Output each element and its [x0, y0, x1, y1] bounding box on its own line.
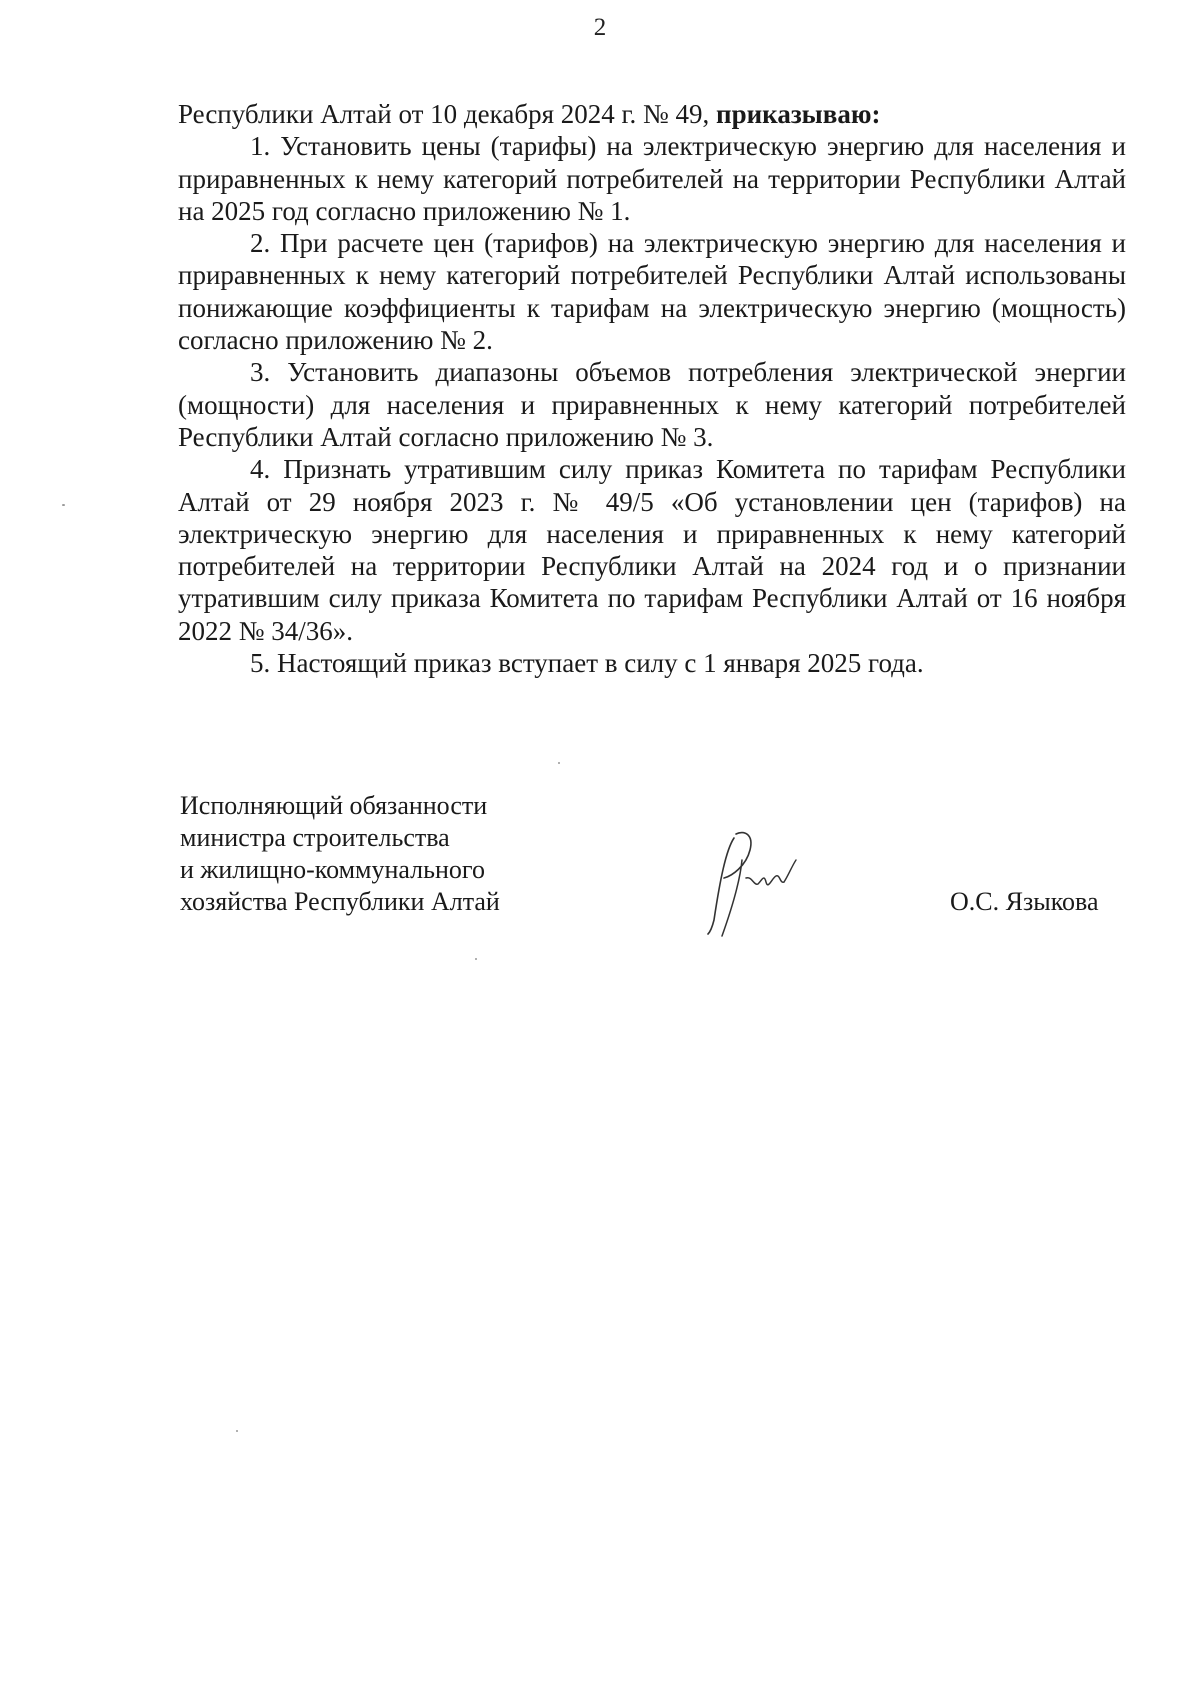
intro-paragraph [178, 98, 1126, 130]
scan-speck [475, 958, 477, 960]
order-body [178, 98, 1126, 679]
position-line-3: и жилищно-коммунального [180, 855, 485, 884]
page-number: 2 [593, 14, 607, 41]
order-item-2: 2. При расчете цен (тарифов) на электрическую энергию для населения и приравненных к нему категорий потребителей Республики Алтай использованы понижающие коэффициенты к тарифам на электрическую энергию (мощность) согласно приложению № 2. [178, 228, 1126, 356]
position-line-4: хозяйства Республики Алтай [180, 887, 500, 916]
scan-speck [558, 762, 560, 764]
order-verb: приказываю: [716, 99, 881, 129]
scan-speck [62, 504, 65, 506]
order-item-5: 5. Настоящий приказ вступает в силу с 1 января 2025 года. [250, 648, 924, 679]
order-item-4: 4. Признать утратившим силу приказ Комитета по тарифам Республики Алтай от 29 ноября 2023 г. № 49/5 «Об установлении цен (тарифов) на электрическую энергию для населения и приравненных к нему категорий потребителей на территории Республики Алтай на 2024 год и о признании утратившим силу приказа Комитета по тарифам Республики Алтай от 16 ноября 2022 № 34/36». [178, 454, 1126, 646]
intro-text: Республики Алтай от 10 декабря 2024 г. № 49, [178, 99, 717, 129]
signer-name: О.С. Языкова [950, 887, 1099, 916]
position-line-2: министра строительства [180, 823, 450, 852]
order-item-3: 3. Установить диапазоны объемов потребления электрической энергии (мощности) для населения и приравненных к нему категорий потребителей Республики Алтай согласно приложению № 3. [178, 357, 1126, 452]
signatory-position [180, 790, 600, 918]
scan-speck [236, 1430, 238, 1432]
order-item-1: 1. Установить цены (тарифы) на электрическую энергию для населения и приравненных к нему категорий потребителей на территории Республики Алтай на 2025 год согласно приложению № 1. [178, 131, 1126, 226]
handwritten-signature [696, 820, 816, 940]
position-line-1: Исполняющий обязанности [180, 791, 488, 820]
